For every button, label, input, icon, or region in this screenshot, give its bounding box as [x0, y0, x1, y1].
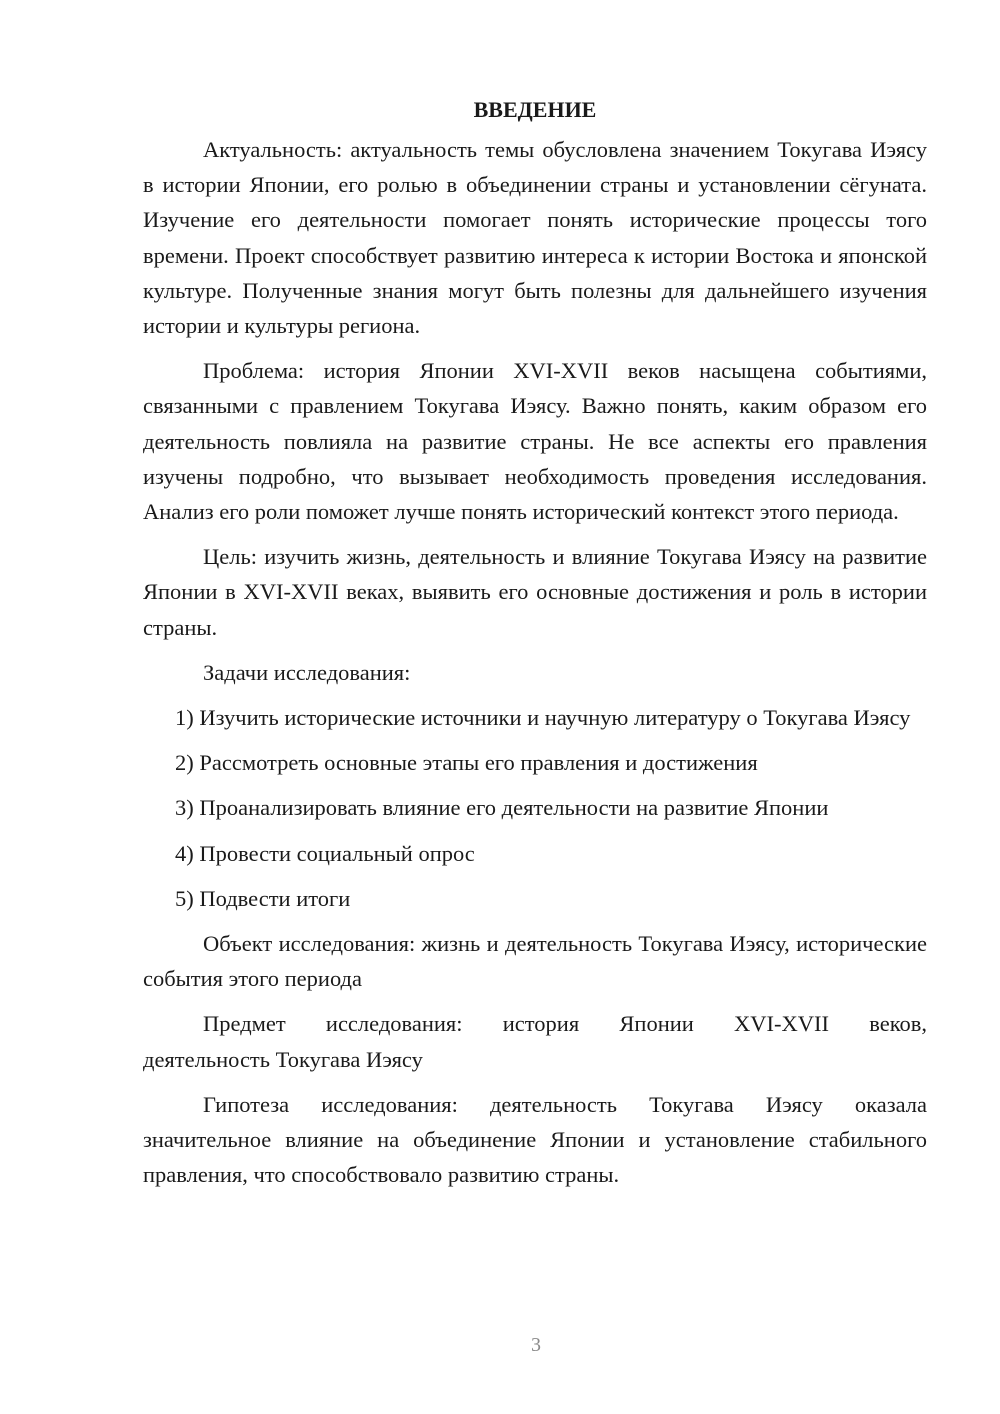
- object-paragraph: Объект исследования: жизнь и деятельность Токугава Иэясу, исторические события этого периода: [143, 931, 927, 992]
- subject-paragraph: [143, 1006, 927, 1076]
- list-item: 1) Изучить исторические источники и научную литературу о Токугава Иэясу: [175, 705, 911, 731]
- relevance-paragraph: Актуальность: актуальность темы обусловлена значением Токугава Иэясу в истории Японии, его ролью в объединении страны и установлении сёгуната. Изучение его деятельности помогает понять исторические процессы того времени. Проект способствует развитию интереса к истории Востока и японской культуре. Полученные знания могут быть полезны для дальнейшего изучения истории и культуры региона.: [143, 137, 927, 339]
- list-item: 2) Рассмотреть основные этапы его правления и достижения: [175, 750, 758, 776]
- list-item: 5) Подвести итоги: [175, 885, 351, 911]
- goal-paragraph: Цель: изучить жизнь, деятельность и влияние Токугава Иэясу на развитие Японии в XVI-XVII веках, выявить его основные достижения и роль в истории страны.: [143, 544, 927, 640]
- document-page: [143, 92, 927, 1202]
- tasks-heading: Задачи исследования:: [203, 659, 411, 685]
- subject-line-2: деятельность Токугава Иэясу: [143, 1046, 423, 1072]
- page-number: 3: [531, 1334, 541, 1356]
- subject-line-1: Предмет исследования: история Японии XVI-XVII веков,: [203, 1011, 927, 1037]
- problem-paragraph: Проблема: история Японии XVI-XVII веков насыщена событиями, связанными с правлением Токугава Иэясу. Важно понять, каким образом его деятельность повлияла на развитие страны. Не все аспекты его правления изучены подробно, что вызывает необходимость проведения исследования. Анализ его роли поможет лучше понять исторический контекст этого периода.: [143, 358, 927, 525]
- list-item: 3) Проанализировать влияние его деятельности на развитие Японии: [175, 795, 829, 821]
- list-item: 4) Провести социальный опрос: [175, 840, 475, 866]
- hypothesis-paragraph: Гипотеза исследования: деятельность Токугава Иэясу оказала значительное влияние на объединение Японии и установление стабильного правления, что способствовало развитию страны.: [143, 1091, 927, 1188]
- section-title: ВВЕДЕНИЕ: [473, 97, 597, 122]
